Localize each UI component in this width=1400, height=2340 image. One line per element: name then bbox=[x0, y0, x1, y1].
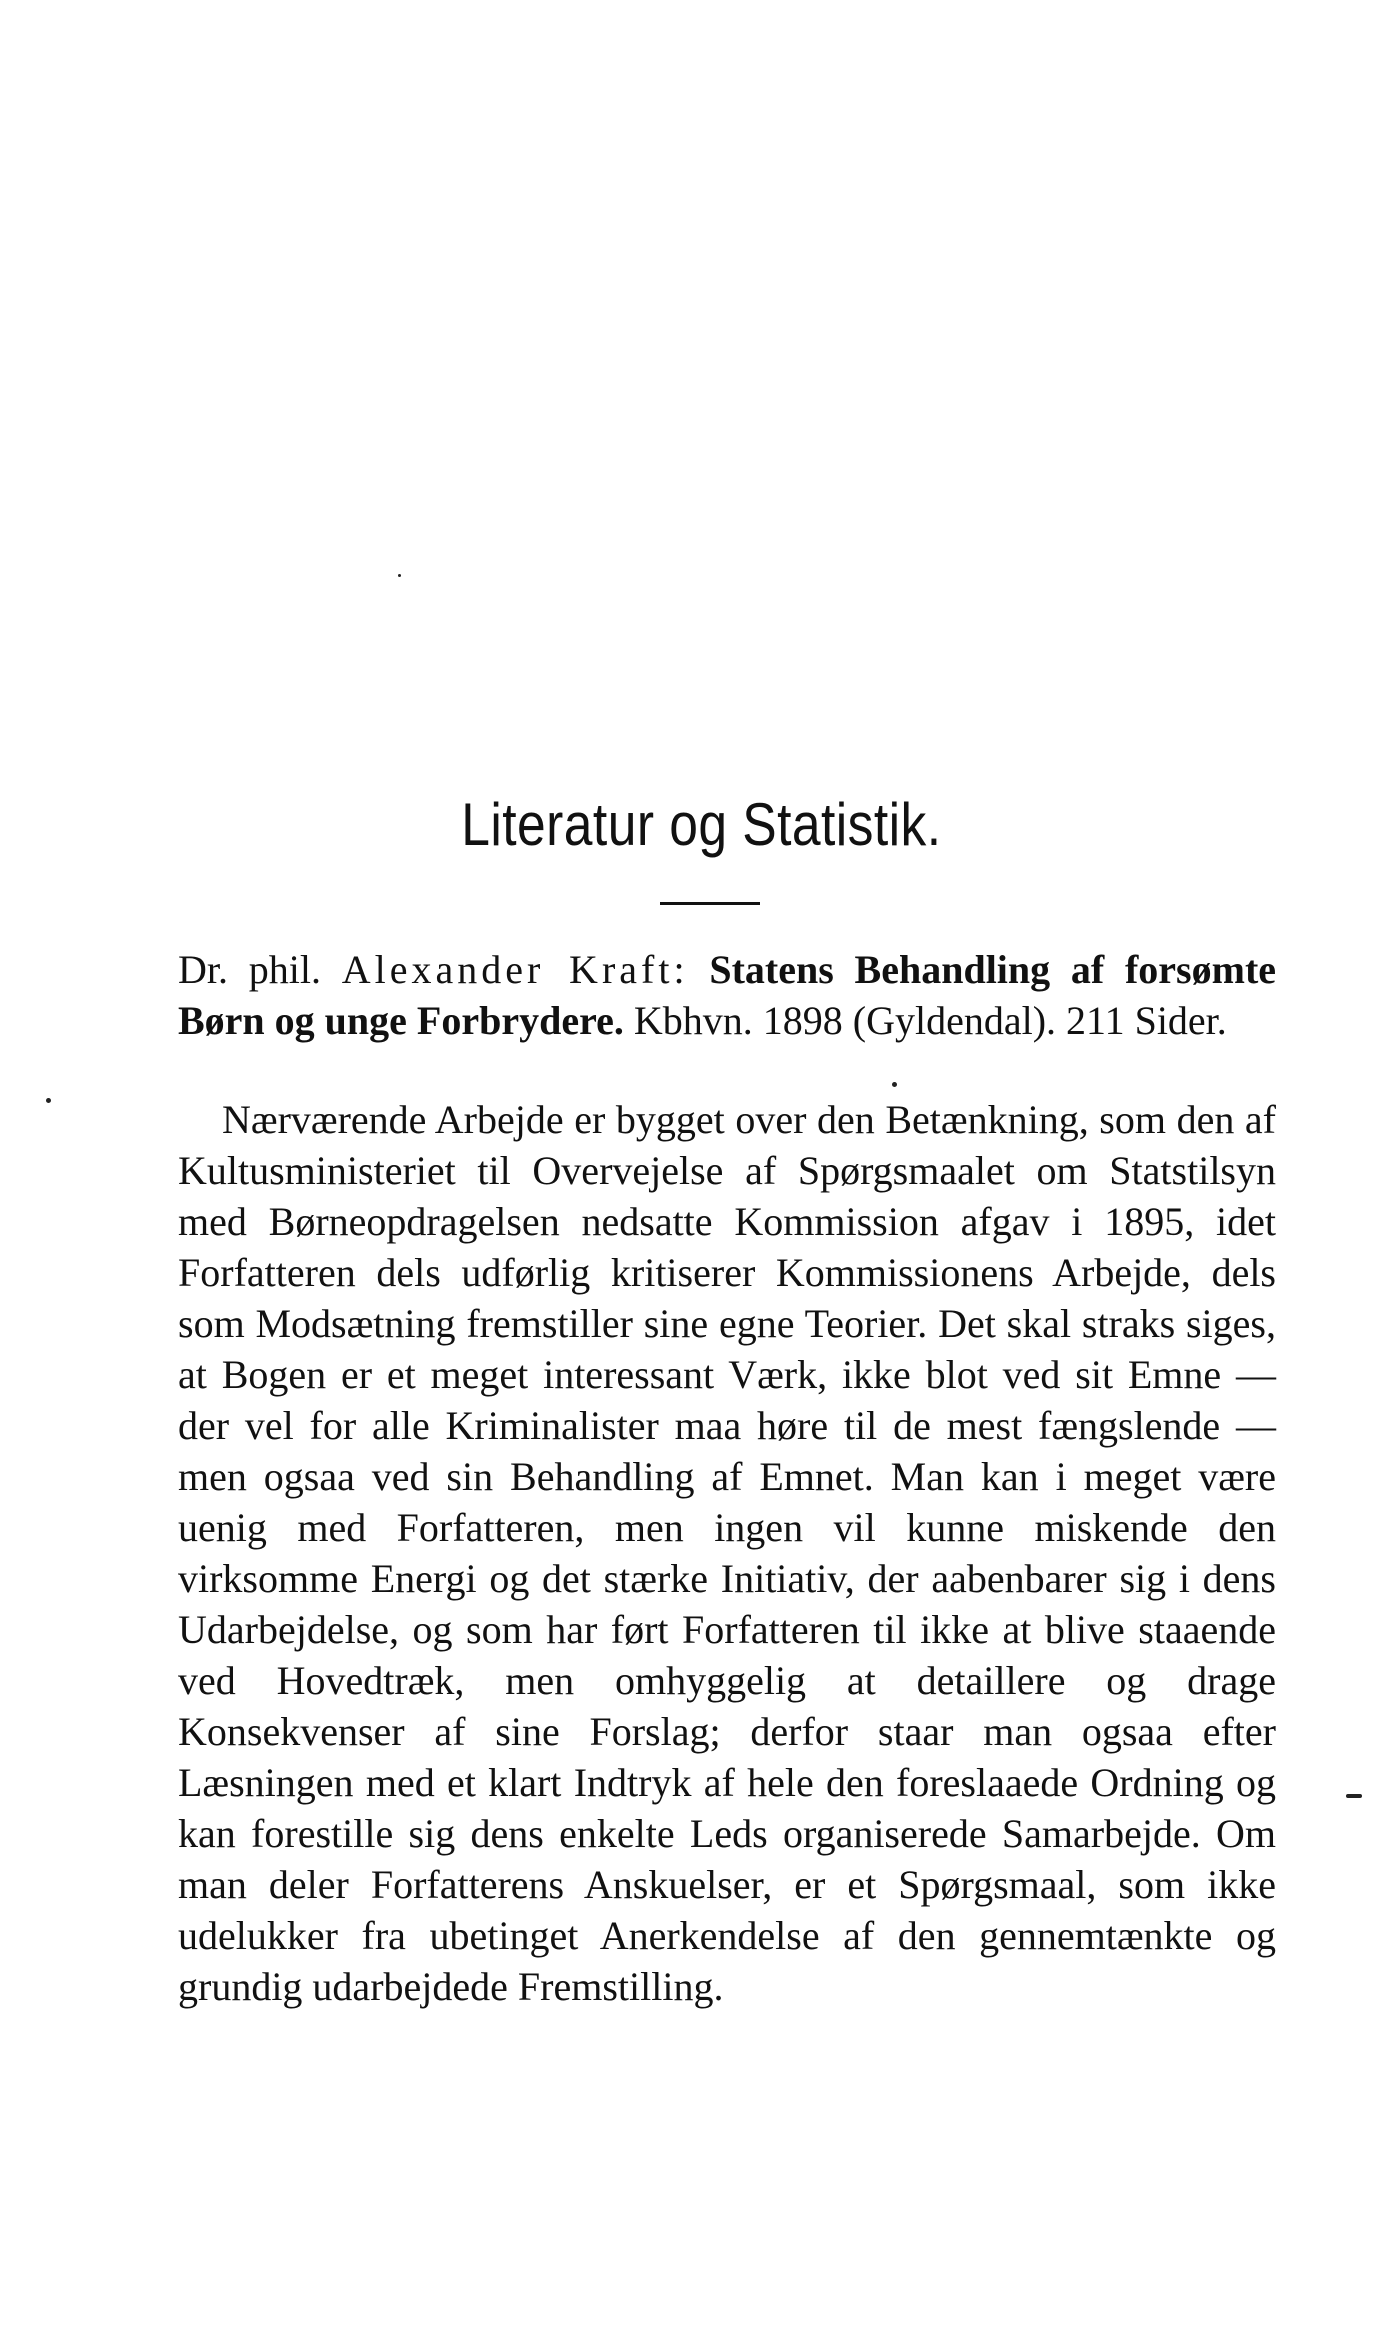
title-divider bbox=[660, 902, 760, 905]
body-paragraph: Nærværende Arbejde er bygget over den Betænkning, som den af Kultusministeriet til Overvejelse af Spørgsmaalet om Statstilsyn med Børneopdragelsen nedsatte Kommission afgav i 1895, idet Forfatteren dels udførlig kritiserer Kommissionens Arbejde, dels som Modsætning fremstiller sine egne Teorier. Det skal straks siges, at Bogen er et meget interessant Værk, ikke blot ved sit Emne — der vel for alle Kriminalister maa høre til de mest fængslende — men ogsaa ved sin Behandling af Emnet. Man kan i meget være uenig med Forfatteren, men ingen vil kunne miskende den virksomme Energi og det stærke Initiativ, der aabenbarer sig i dens Udarbejdelse, og som har ført Forfatteren til ikke at blive staaende ved Hovedtræk, men omhyggelig at detaillere og drage Konsekvenser af sine Forslag; derfor staar man ogsaa efter Læsningen med et klart Indtryk af hele den foreslaaede Ordning og kan forestille sig dens enkelte Leds organiserede Samarbejde. Om man deler Forfatterens Anskuelser, er et Spørgsmaal, som ikke udelukker fra ubetinget Anerkendelse af den gennemtænkte og grundig udarbejdede Fremstilling. bbox=[178, 1097, 1276, 2009]
publication-info: Kbhvn. 1898 (Gyldendal). 211 Sider. bbox=[633, 998, 1227, 1043]
section-title: Literatur og Statistik. bbox=[461, 791, 942, 858]
scan-speck bbox=[1346, 1794, 1362, 1798]
scan-speck bbox=[46, 1098, 51, 1103]
author-prefix: Dr. phil. bbox=[178, 947, 321, 992]
review-citation bbox=[178, 944, 1276, 1046]
scan-speck bbox=[892, 1082, 897, 1087]
scan-speck bbox=[398, 574, 401, 577]
book-title: Statens Behandling af forsømte Børn og unge Forbrydere. bbox=[178, 947, 1277, 1043]
author-name: Alexander Kraft: bbox=[341, 947, 689, 992]
review-body bbox=[178, 1094, 1276, 2012]
